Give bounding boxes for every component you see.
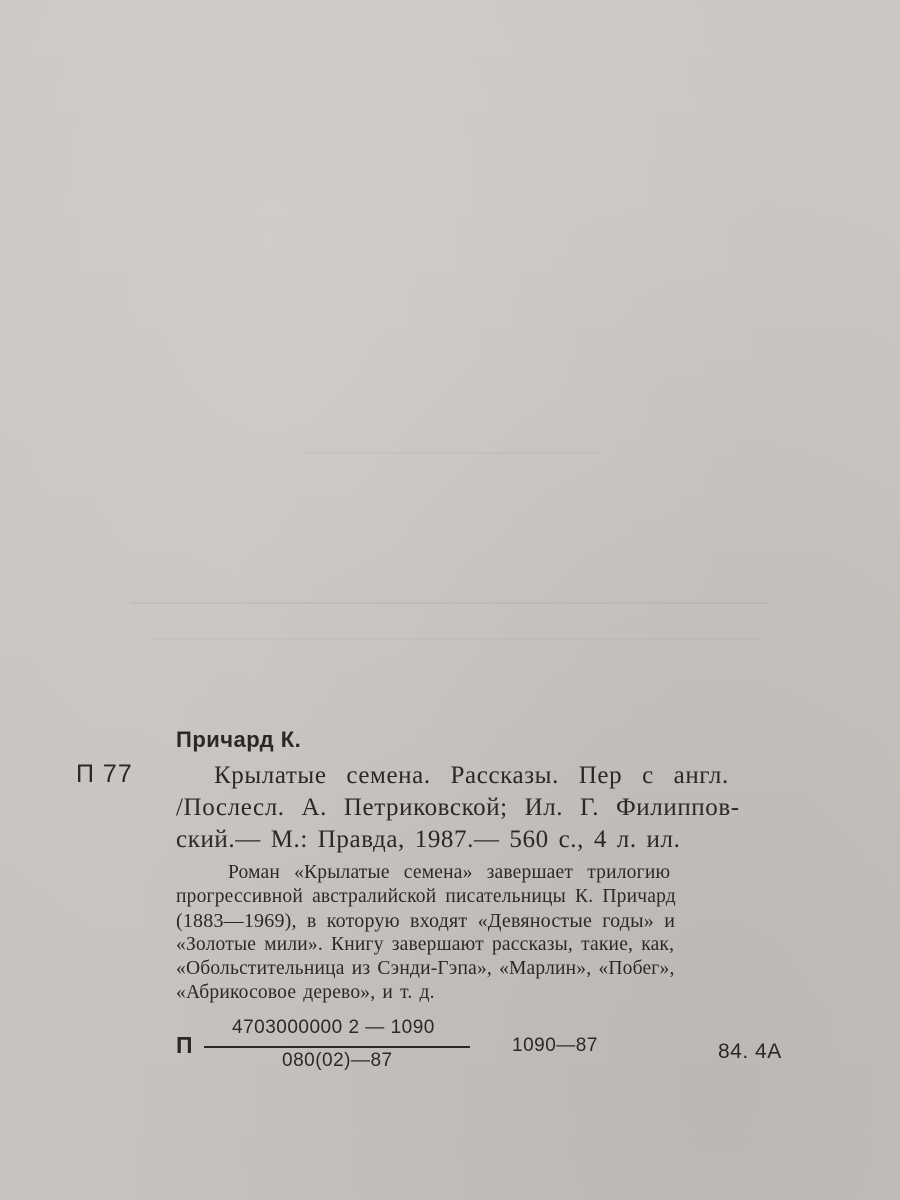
bleed-through-line (300, 452, 600, 454)
annotation-line: (1883—1969), в которую входят «Девяностые годы» и (176, 910, 676, 932)
bibliography-line: ский.— М.: Правда, 1987.— 560 с., 4 л. ил. (176, 826, 681, 853)
annotation-line: «Обольстительница из Сэнди-Гэпа», «Марлин», «Побег», (176, 958, 675, 979)
publisher-code-denominator: 080(02)—87 (282, 1050, 393, 1071)
publisher-code-letter: П (176, 1032, 193, 1058)
annotation-line: Роман «Крылатые семена» завершает трилогию (228, 862, 671, 883)
annotation-line: «Золотые мили». Книгу завершают рассказы, такие, как, (176, 934, 675, 955)
bleed-through-line (150, 638, 760, 640)
bibliography-line: Крылатые семена. Рассказы. Пер с англ. (214, 762, 729, 789)
bbk-index: 84. 4А (718, 1040, 782, 1063)
bleed-through-line (130, 602, 770, 604)
author-name: Причард К. (176, 727, 302, 752)
annotation-line: прогрессивной австралийской писательницы К. Причард (176, 886, 676, 907)
order-number: 1090—87 (512, 1035, 598, 1056)
publisher-code-numerator: 4703000000 2 — 1090 (232, 1017, 435, 1038)
annotation-line: «Абрикосовое дерево», и т. д. (176, 982, 435, 1003)
fraction-rule (204, 1046, 470, 1048)
class-code: П 77 (76, 760, 133, 788)
bibliography-line: /Послесл. А. Петриковской; Ил. Г. Филиппов- (176, 794, 740, 821)
